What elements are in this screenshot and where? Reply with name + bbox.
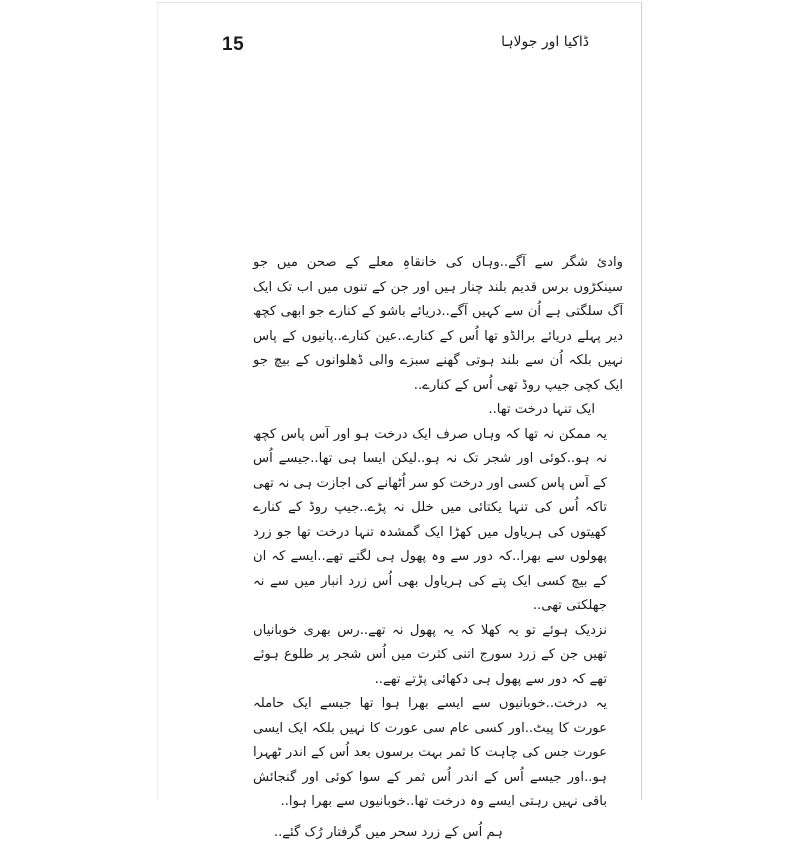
paragraph-6: ہم اُس کے زرد سحر میں گرفتار رُک گئے.. (253, 821, 623, 845)
paragraph-2: ایک تنہا درخت تھا.. (253, 398, 623, 423)
paragraph-5: یہ درخت..خوبانیوں سے ایسے بھرا ہوا تھا جیسے ایک حاملہ عورت کا پیٹ..اور کسی عام سی عورت کا نہیں بلکہ ایک ایسی عورت جس کی چاہت کا ثمر بہت برسوں بعد اُس کے اندر ٹھہرا ہو..اور جیسے اُس کے اندر اُس ثمر کے سوا کوئی اور گنجائش باقی نہیں رہتی ایسے وہ درخت تھا..خوبانیوں سے بھرا ہوا.. (253, 692, 623, 815)
book-page (157, 2, 642, 800)
running-title: ڈاکیا اور جولاہا (501, 34, 589, 50)
paragraph-4: نزدیک ہوئے تو یہ کھلا کہ یہ پھول نہ تھے..رس بھری خوبانیاں تھیں جن کے زرد سورج اتنی کثرت میں اُس شجر پر طلوع ہوئے تھے کہ دور سے پھول ہی دکھائی پڑتے تھے.. (253, 619, 623, 693)
paragraph-1: وادیٔ شگر سے آگے..وہاں کی خانقاہِ معلے کے صحن میں جو سینکڑوں برس قدیم بلند چنار ہیں اور جن کے تنوں میں اب تک ایک آگ سلگتی ہے اُن سے کہیں آگے..دریائے باشو کے کنارے جو ابھی کچھ دیر پہلے دریائے برالڈو تھا اُس کے کنارے..عین کنارے..پانیوں کے پاس نہیں بلکہ اُن سے بلند ہوتی گھنے سبزے والی ڈھلوانوں کے بیچ جو ایک کچی جیپ روڈ تھی اُس کے کنارے.. (253, 251, 623, 398)
page-number: 15 (222, 34, 244, 56)
paragraph-3: یہ ممکن نہ تھا کہ وہاں صرف ایک درخت ہو اور آس پاس کچھ نہ ہو..کوئی اور شجر تک نہ ہو..لیکن ایسا ہی تھا..جیسے اُس کے آس پاس کسی اور درخت کو سر اُٹھانے کی اجازت ہی نہ تھی تاکہ اُس کی تنہا یکتائی میں خلل نہ پڑے..جیپ روڈ کے کنارے کھیتوں کی ہریاول میں کھڑا ایک گمشدہ تنہا درخت تھا جو زرد پھولوں سے بھرا..کہ دور سے وہ پھول ہی لگتے تھے..ایسے کہ ان کے بیچ کسی ایک پتے کی ہریاول بھی اُس زرد انبار میں سے نہ جھلکتی تھی.. (253, 423, 623, 619)
body-text (253, 251, 623, 845)
